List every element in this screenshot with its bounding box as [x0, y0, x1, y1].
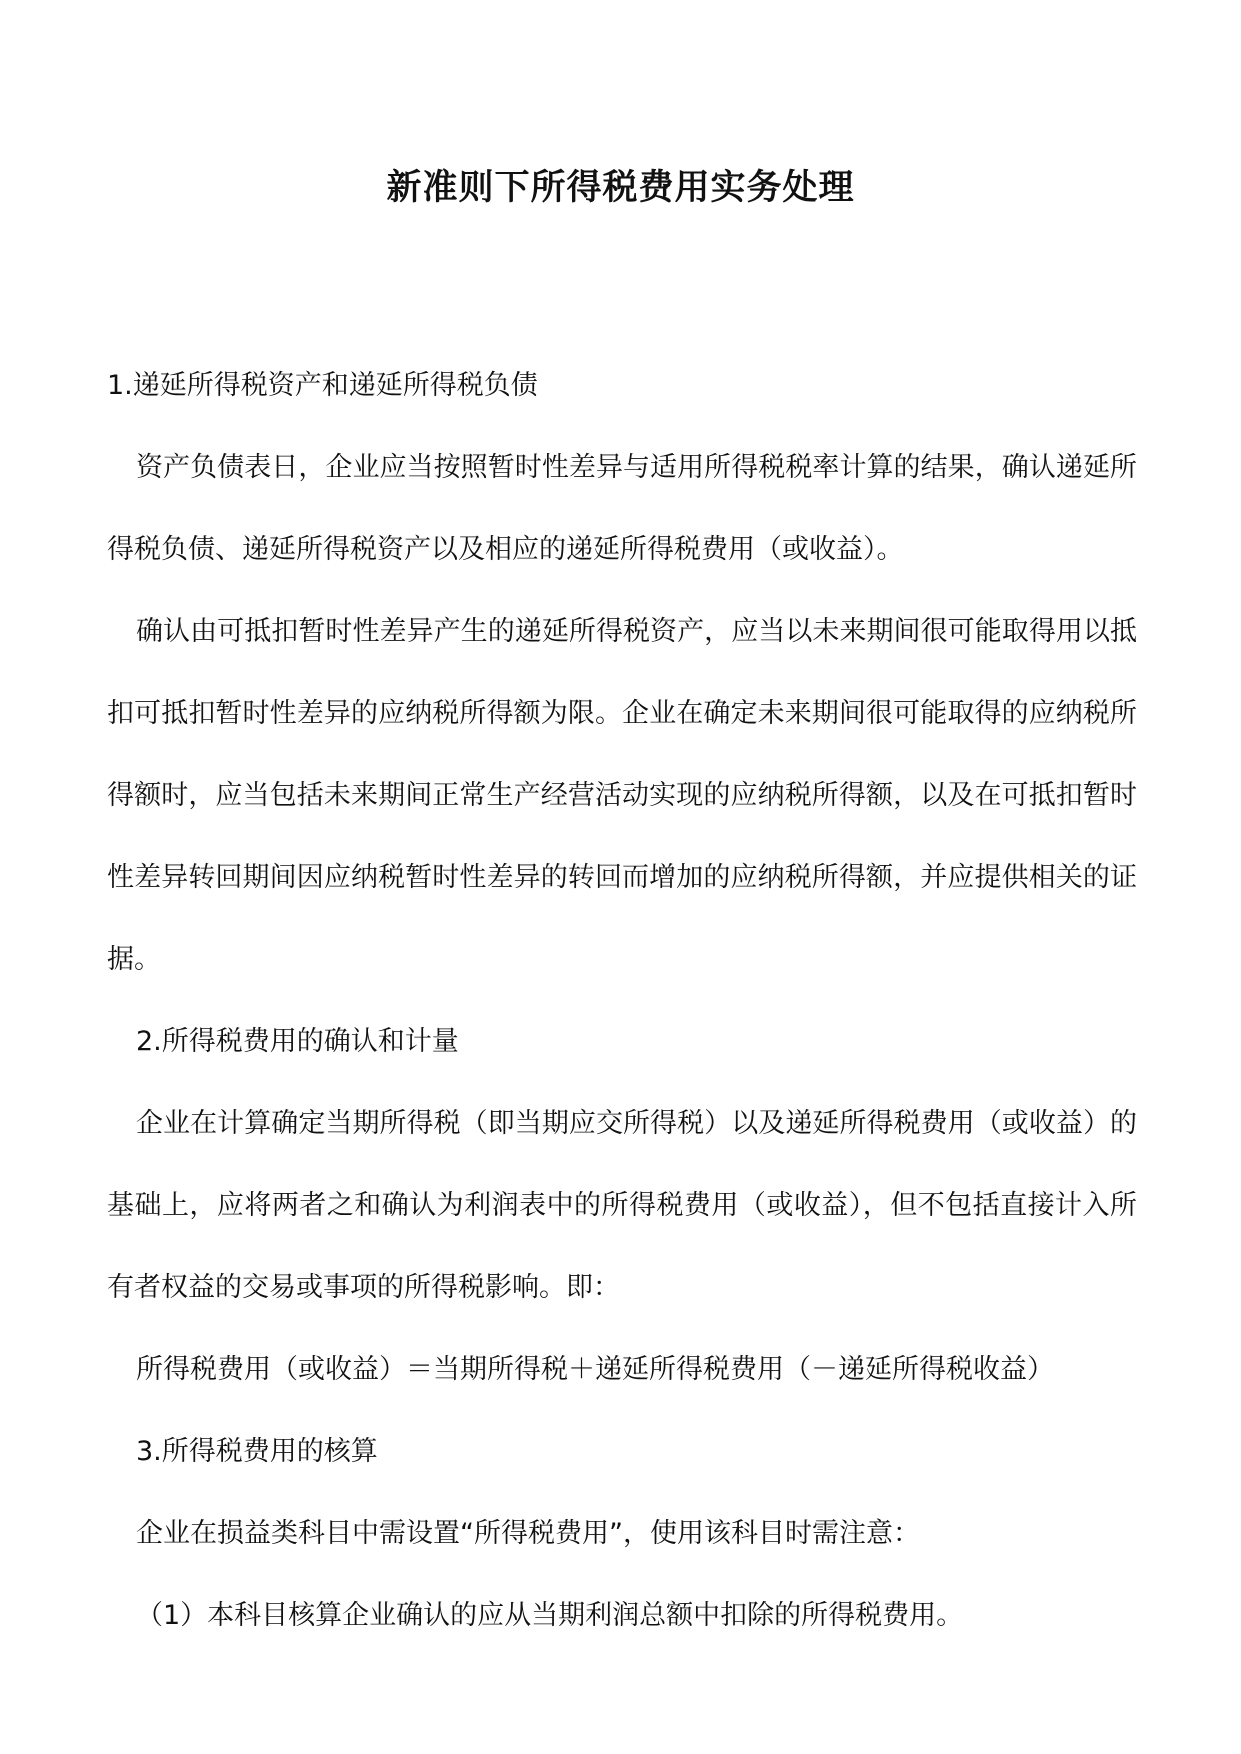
- paragraph-1: 资产负债表日，企业应当按照暂时性差异与适用所得税税率计算的结果，确认递延所得税负债、递延所得税资产以及相应的递延所得税费用（或收益）。: [107, 452, 1137, 565]
- formula-line: 所得税费用（或收益）＝当期所得税＋递延所得税费用（－递延所得税收益）: [136, 1354, 1054, 1385]
- paragraph-2: 确认由可抵扣暂时性差异产生的递延所得税资产，应当以未来期间很可能取得用以抵扣可抵扣暂时性差异的应纳税所得额为限。企业在确定未来期间很可能取得的应纳税所得额时，应当包括未来期间正常生产经营活动实现的应纳税所得额，以及在可抵扣暂时性差异转回期间因应纳税暂时性差异的转回而增加的应纳税所得额，并应提供相关的证据。: [107, 616, 1137, 975]
- section-heading-1: 1.递延所得税资产和递延所得税负债: [107, 370, 538, 401]
- page-title: 新准则下所得税费用实务处理: [386, 168, 855, 208]
- section-heading-2: 2.所得税费用的确认和计量: [136, 1026, 459, 1057]
- section-heading-3: 3.所得税费用的核算: [136, 1436, 378, 1467]
- list-item-1: （1）本科目核算企业确认的应从当期利润总额中扣除的所得税费用。: [136, 1600, 964, 1631]
- paragraph-3: 企业在计算确定当期所得税（即当期应交所得税）以及递延所得税费用（或收益）的基础上，应将两者之和确认为利润表中的所得税费用（或收益），但不包括直接计入所有者权益的交易或事项的所得税影响。即：: [107, 1108, 1137, 1303]
- paragraph-4: 企业在损益类科目中需设置“所得税费用”，使用该科目时需注意：: [136, 1518, 920, 1549]
- document-body: [107, 345, 1137, 1657]
